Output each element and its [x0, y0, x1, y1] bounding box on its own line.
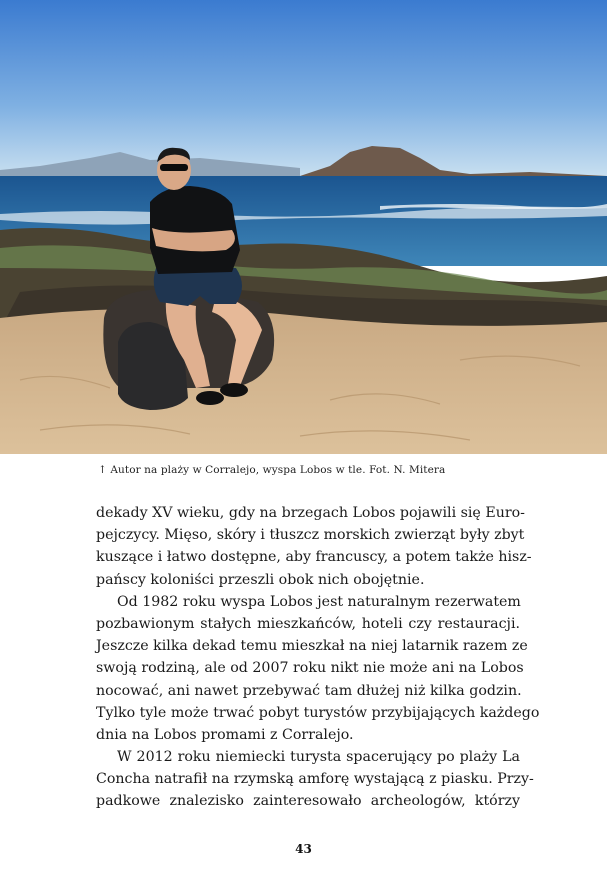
sand — [0, 308, 607, 454]
page-number: 43 — [295, 842, 312, 856]
text-line: Concha natrafił na rzymską amforę wystającą z piasku. Przy- — [96, 771, 534, 788]
sunglasses — [160, 164, 188, 171]
text-line: W 2012 roku niemiecki turysta spacerujący po plaży La — [117, 749, 520, 766]
shirt — [150, 186, 240, 274]
shoe-right — [220, 383, 248, 397]
shoe-left — [196, 391, 224, 405]
text-line: pejczycy. Mięso, skóry i tłuszcz morskich zwierząt były zbyt — [96, 527, 525, 544]
body-text — [96, 502, 540, 813]
text-line: Tylko tyle może trwać pobyt turystów przybijających każdego — [96, 704, 540, 721]
text-line: nocować, ani nawet przebywać tam dłużej niż kilka godzin. — [96, 682, 522, 699]
text-line: Jeszcze kilka dekad temu mieszkał na niej latarnik razem ze — [96, 638, 528, 655]
text-line: swoją rodziną, ale od 2007 roku nikt nie może ani na Lobos — [96, 660, 524, 677]
text-line: dekady XV wieku, gdy na brzegach Lobos pojawili się Euro- — [96, 505, 525, 521]
photo-caption: ↑ Autor na plaży w Corralejo, wyspa Lobos w tle. Fot. N. Mitera — [98, 464, 446, 476]
text-line: dnia na Lobos promami z Corralejo. — [96, 726, 354, 743]
text-line: pozbawionym stałych mieszkańców, hoteli czy restauracji. — [96, 615, 520, 632]
sky — [0, 0, 607, 176]
text-line: kuszące i łatwo dostępne, aby francuscy, a potem także hisz- — [96, 549, 532, 566]
text-line: padkowe znalezisko zainteresowało archeologów, którzy — [96, 793, 520, 810]
text-line: pańscy koloniści przeszli obok nich obojętnie. — [96, 571, 425, 588]
text-line: Od 1982 roku wyspa Lobos jest naturalnym rezerwatem — [117, 593, 521, 610]
